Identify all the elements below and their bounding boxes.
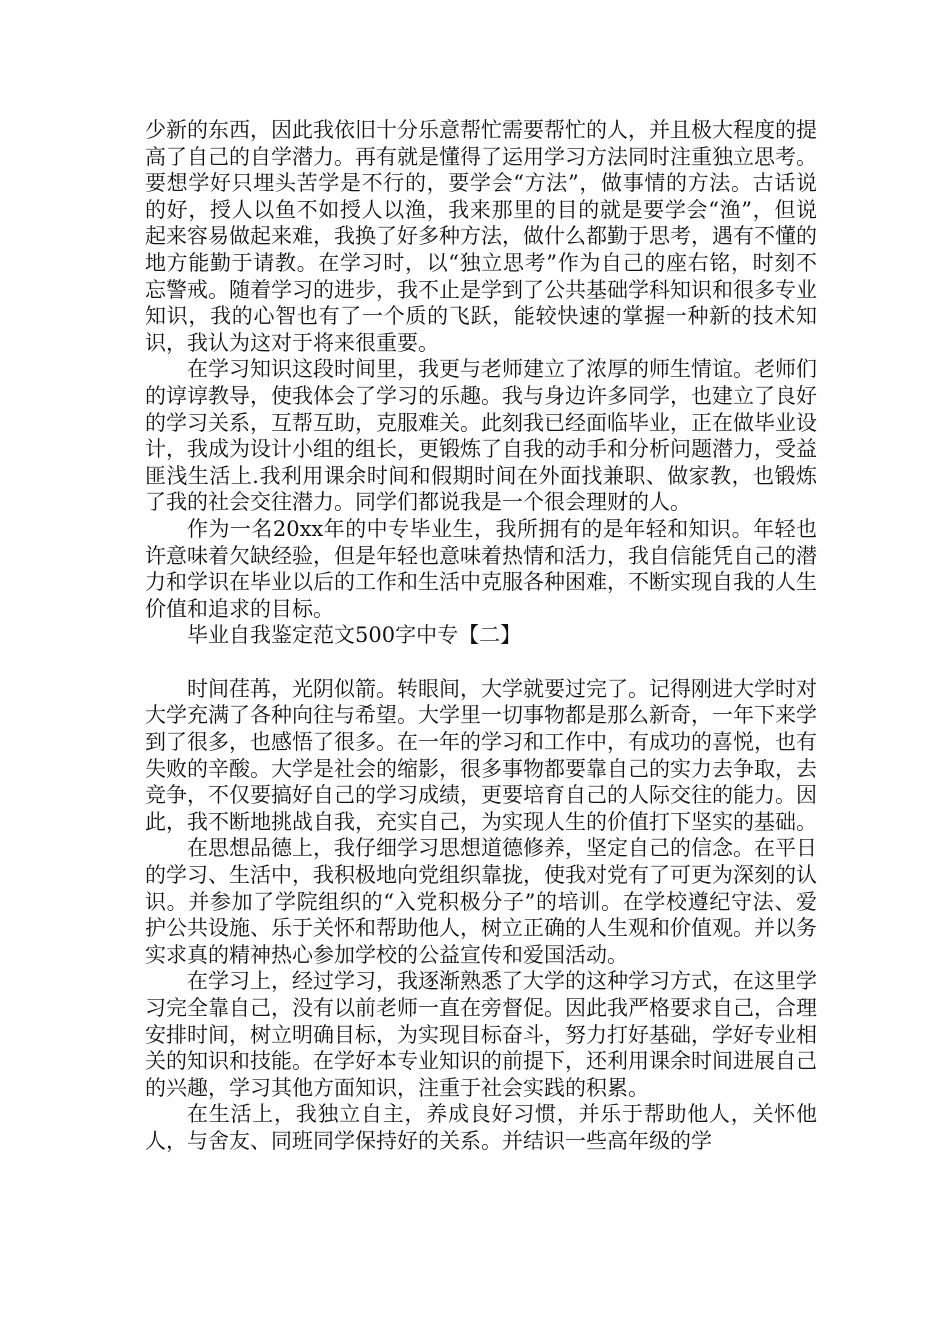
paragraph: 在学习知识这段时间里，我更与老师建立了浓厚的师生情谊。老师们的谆谆教导，使我体会了学习的乐趣。我与身边许多同学，也建立了良好的学习关系，互帮互助，克服难关。此刻我已经面临毕业，正在做毕业设计，我成为设计小组的组长，更锻炼了自我的动手和分析问题潜力，受益匪浅生活上.我利用课余时间和假期时间在外面找兼职、做家教，也锻炼了我的社会交往潜力。同学们都说我是一个很会理财的人。 — [145, 357, 817, 515]
section-heading: 毕业自我鉴定范文500字中专【二】 — [187, 623, 522, 648]
paragraph: 在学习上，经过学习，我逐渐熟悉了大学的这种学习方式，在这里学习完全靠自己，没有以前老师一直在旁督促。因此我严格要求自己，合理安排时间，树立明确目标，为实现目标奋斗，努力打好基础，学好专业相关的知识和技能。在学好本专业知识的前提下，还利用课余时间进展自己的兴趣，学习其他方面知识，注重于社会实践的积累。 — [145, 969, 817, 1100]
paragraph: 作为一名20xx年的中专毕业生，我所拥有的是年轻和知识。年轻也许意味着欠缺经验，但是年轻也意味着热情和活力，我自信能凭自己的潜力和学识在毕业以后的工作和生活中克服各种困难，不断实现自我的人生价值和追求的目标。 — [145, 516, 817, 621]
paragraph: 时间荏苒，光阴似箭。转眼间，大学就要过完了。记得刚进大学时对大学充满了各种向往与希望。大学里一切事物都是那么新奇，一年下来学到了很多，也感悟了很多。在一年的学习和工作中，有成功的喜悦，也有失败的辛酸。大学是社会的缩影，很多事物都要靠自己的实力去争取，去竞争，不仅要搞好自己的学习成绩，更要培育自己的人际交往的能力。因此，我不断地挑战自我，充实自己，为实现人生的价值打下坚实的基础。 — [145, 676, 817, 834]
blank-line — [145, 649, 817, 676]
paragraph: 在思想品德上，我仔细学习思想道德修养，坚定自己的信念。在平日的学习、生活中，我积极地向党组织靠拢，使我对党有了可更为深刻的认识。并参加了学院组织的“入党积极分子”的培训。在学校遵纪守法、爱护公共设施、乐于关怀和帮助他人，树立正确的人生观和价值观。并以务实求真的精神热心参加学校的公益宣传和爱国活动。 — [145, 836, 817, 967]
document-page — [145, 117, 817, 1155]
paragraph: 在生活上，我独立自主，养成良好习惯，并乐于帮助他人，关怀他人，与舍友、同班同学保持好的关系。并结识一些高年级的学 — [145, 1102, 817, 1153]
paragraph: 少新的东西，因此我依旧十分乐意帮忙需要帮忙的人，并且极大程度的提高了自己的自学潜力。再有就是懂得了运用学习方法同时注重独立思考。要想学好只埋头苦学是不行的，要学会“方法”，做事情的方法。古话说的好，授人以鱼不如授人以渔，我来那里的目的就是要学会“渔”，但说起来容易做起来难，我换了好多种方法，做什么都勤于思考，遇有不懂的地方能勤于请教。在学习时，以“独立思考”作为自己的座右铭，时刻不忘警戒。随着学习的进步，我不止是学到了公共基础学科知识和很多专业知识，我的心智也有了一个质的飞跃，能较快速的掌握一种新的技术知识，我认为这对于将来很重要。 — [145, 118, 817, 355]
